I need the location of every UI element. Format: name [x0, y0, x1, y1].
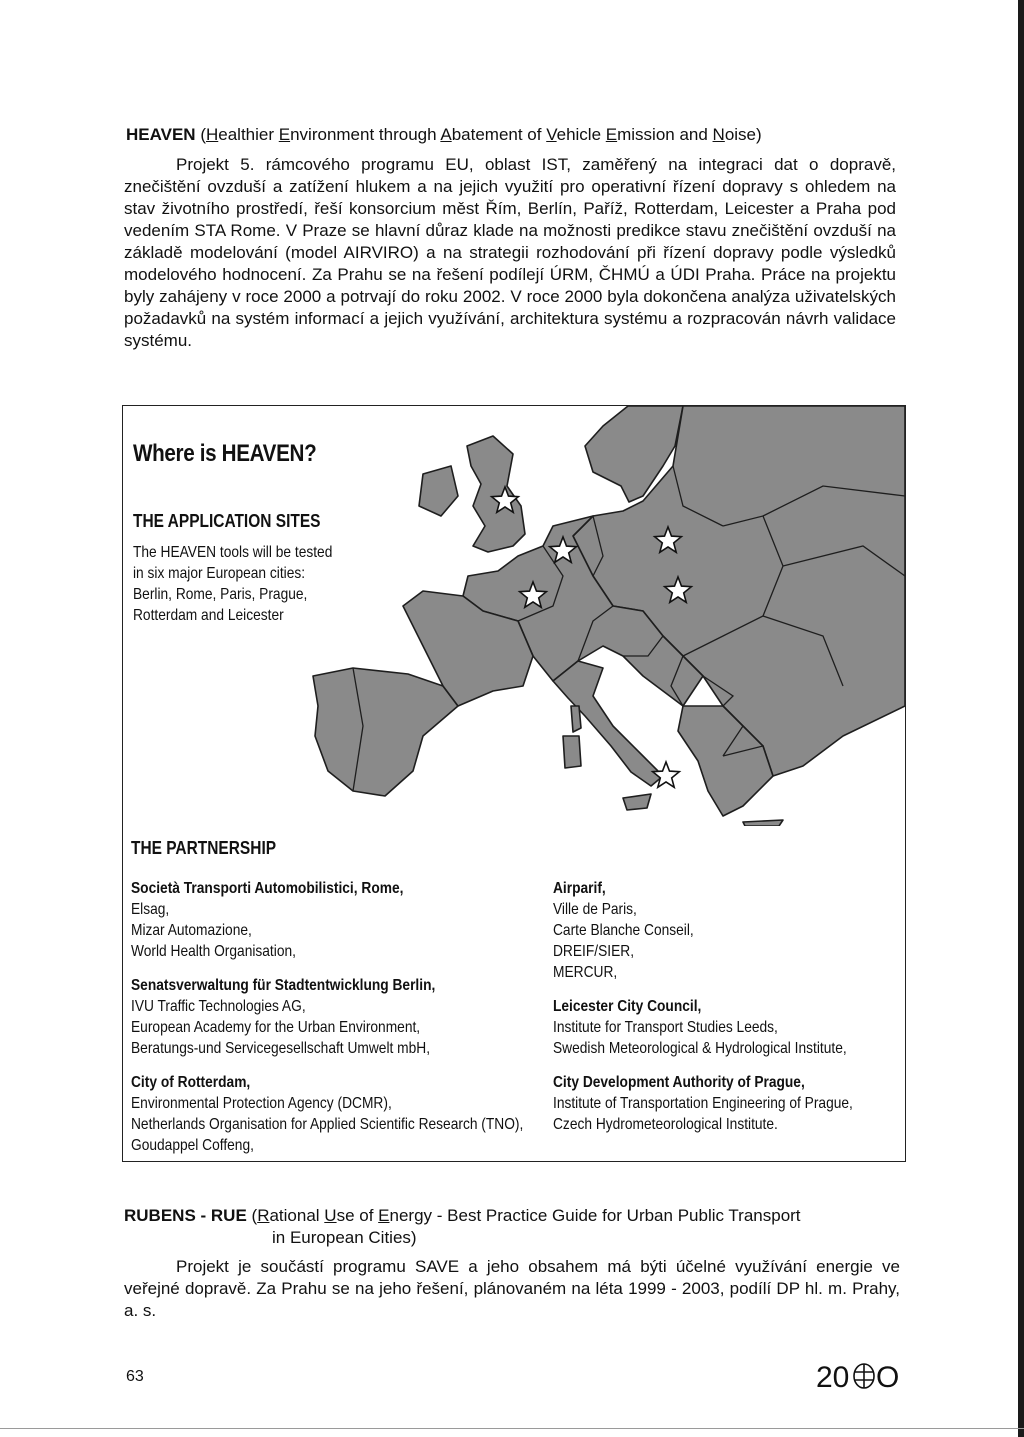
- sites-line: Berlin, Rome, Paris, Prague,: [133, 586, 308, 603]
- partner-lead: City Development Authority of Prague,: [553, 1074, 805, 1091]
- title-initial: U: [324, 1206, 337, 1225]
- heaven-info-box: [122, 405, 906, 1162]
- partner-item: Carte Blanche Conseil,: [553, 922, 694, 939]
- heaven-title: [196, 125, 762, 144]
- map-sicily: [623, 794, 651, 810]
- title-text: (: [246, 1206, 258, 1225]
- partner-item: Netherlands Organisation for Applied Scientific Research (TNO),: [131, 1116, 524, 1133]
- map-ireland: [419, 466, 458, 516]
- rubens-acronym: RUBENS - RUE: [124, 1206, 247, 1225]
- title-text: batement of: [451, 125, 547, 144]
- partner-item: Mizar Automazione,: [131, 922, 252, 939]
- partner-lead: Società Transporti Automobilistici, Rome,: [131, 880, 404, 897]
- title-text: se of: [336, 1206, 379, 1225]
- page-number: 63: [126, 1368, 144, 1385]
- map-iberia: [313, 668, 458, 796]
- partner-item: European Academy for the Urban Environment,: [131, 1019, 421, 1036]
- partnership-left-column: [131, 878, 523, 1162]
- title-text: ational: [269, 1206, 325, 1225]
- partner-lead: Senatsverwaltung für Stadtentwicklung Berlin,: [131, 977, 436, 994]
- title-initial: N: [712, 125, 725, 144]
- heaven-heading: [126, 124, 906, 146]
- logo-2000: [816, 1358, 906, 1394]
- title-initial: A: [440, 125, 452, 144]
- title-text: ealthier: [218, 125, 279, 144]
- title-initial: E: [605, 125, 618, 144]
- application-sites-title: THE APPLICATION SITES: [133, 511, 321, 531]
- partner-item: Goudappel Coffeng,: [131, 1137, 254, 1154]
- partner-group: [131, 878, 523, 962]
- partner-group: [131, 975, 523, 1059]
- sites-line: in six major European cities:: [133, 565, 306, 582]
- partner-group: [553, 996, 853, 1059]
- partner-item: DREIF/SIER,: [553, 943, 635, 960]
- title-initial: E: [278, 125, 291, 144]
- sites-line: Rotterdam and Leicester: [133, 607, 284, 624]
- map-sardinia: [563, 736, 581, 768]
- partner-group: [553, 1072, 853, 1135]
- title-text: (: [195, 125, 206, 144]
- rubens-paragraph: Projekt je součástí programu SAVE a jeho obsahem má býti účelné využívání energie ve veřejné dopravě. Za Prahu se na jeho řešení, plánovaném na léta 1999 - 2003, podílí DP hl. m. Prahy, a. s.: [124, 1257, 900, 1320]
- heaven-acronym: HEAVEN: [126, 125, 196, 144]
- partner-lead: Leicester City Council,: [553, 998, 702, 1015]
- partner-item: Swedish Meteorological & Hydrological Institute,: [553, 1040, 847, 1057]
- application-sites-text: [133, 542, 332, 626]
- rubens-heading: [124, 1205, 904, 1227]
- footer-rule: [0, 1428, 1024, 1429]
- title-text: nergy - Best Practice Guide for Urban Public Transport: [389, 1206, 801, 1225]
- title-initial: H: [205, 125, 219, 144]
- partner-item: Czech Hydrometeorological Institute.: [553, 1116, 778, 1133]
- map-title: Where is HEAVEN?: [133, 440, 317, 467]
- logo-globe-icon: [854, 1364, 874, 1388]
- city-star-icon: [653, 762, 680, 787]
- partner-item: World Health Organisation,: [131, 943, 296, 960]
- map-corsica: [571, 706, 581, 732]
- partner-item: Elsag,: [131, 901, 170, 918]
- rubens-title: [247, 1206, 801, 1225]
- sites-line: The HEAVEN tools will be tested: [133, 544, 333, 561]
- logo-text-right: O: [876, 1361, 900, 1394]
- title-initial: R: [257, 1206, 270, 1225]
- partner-item: Institute for Transport Studies Leeds,: [553, 1019, 778, 1036]
- title-text: oise): [724, 125, 762, 144]
- rubens-heading-line2: in European Cities): [272, 1228, 417, 1247]
- partner-lead: City of Rotterdam,: [131, 1074, 251, 1091]
- page-edge-rule: [1018, 0, 1024, 1437]
- partner-item: Environmental Protection Agency (DCMR),: [131, 1095, 392, 1112]
- title-initial: V: [546, 125, 557, 144]
- title-text: ehicle: [556, 125, 606, 144]
- heaven-paragraph: Projekt 5. rámcového programu EU, oblast IST, zaměřený na integraci dat o dopravě, znečištění ovzduší a zatížení hlukem a na jejich využití pro operativní řízení dopravy s ohledem na stav životního prostředí, řeší konsorcium měst Řím, Berlín, Paříž, Rotterdam, Leicester a Praha pod vedením STA Rome. V Praze se hlavní důraz klade na možnosti predikce stavu znečištění ovzduší na základě modelování (model AIRVIRO) a na strategii rozhodování při řízení dopravy podle výsledků modelového hodnocení. Za Prahu se na řešení podílejí ÚRM, ČHMÚ a ÚDI Praha. Práce na projektu byly zahájeny v roce 2000 a potrvají do roku 2002. V roce 2000 byla dokončena analýza uživatelských požadavků na systém informací a jejich využívání, architektura systému a rozpracován návrh validace systému.: [124, 155, 896, 350]
- partner-group: [131, 1072, 523, 1156]
- map-crete: [743, 820, 783, 826]
- title-text: mission and: [617, 125, 713, 144]
- partner-group: [553, 878, 853, 983]
- partnership-title: THE PARTNERSHIP: [131, 838, 277, 858]
- partner-item: IVU Traffic Technologies AG,: [131, 998, 306, 1015]
- partner-item: Institute of Transportation Engineering of Prague,: [553, 1095, 853, 1112]
- partnership-right-column: [553, 878, 853, 1148]
- logo-text-left: 20: [816, 1361, 850, 1394]
- title-initial: E: [378, 1206, 390, 1225]
- partner-item: MERCUR,: [553, 964, 618, 981]
- partner-item: Beratungs-und Servicegesellschaft Umwelt mbH,: [131, 1040, 431, 1057]
- partner-item: Ville de Paris,: [553, 901, 637, 918]
- partner-lead: Airparif,: [553, 880, 606, 897]
- map-great-britain: [467, 436, 525, 552]
- title-text: nvironment through: [290, 125, 441, 144]
